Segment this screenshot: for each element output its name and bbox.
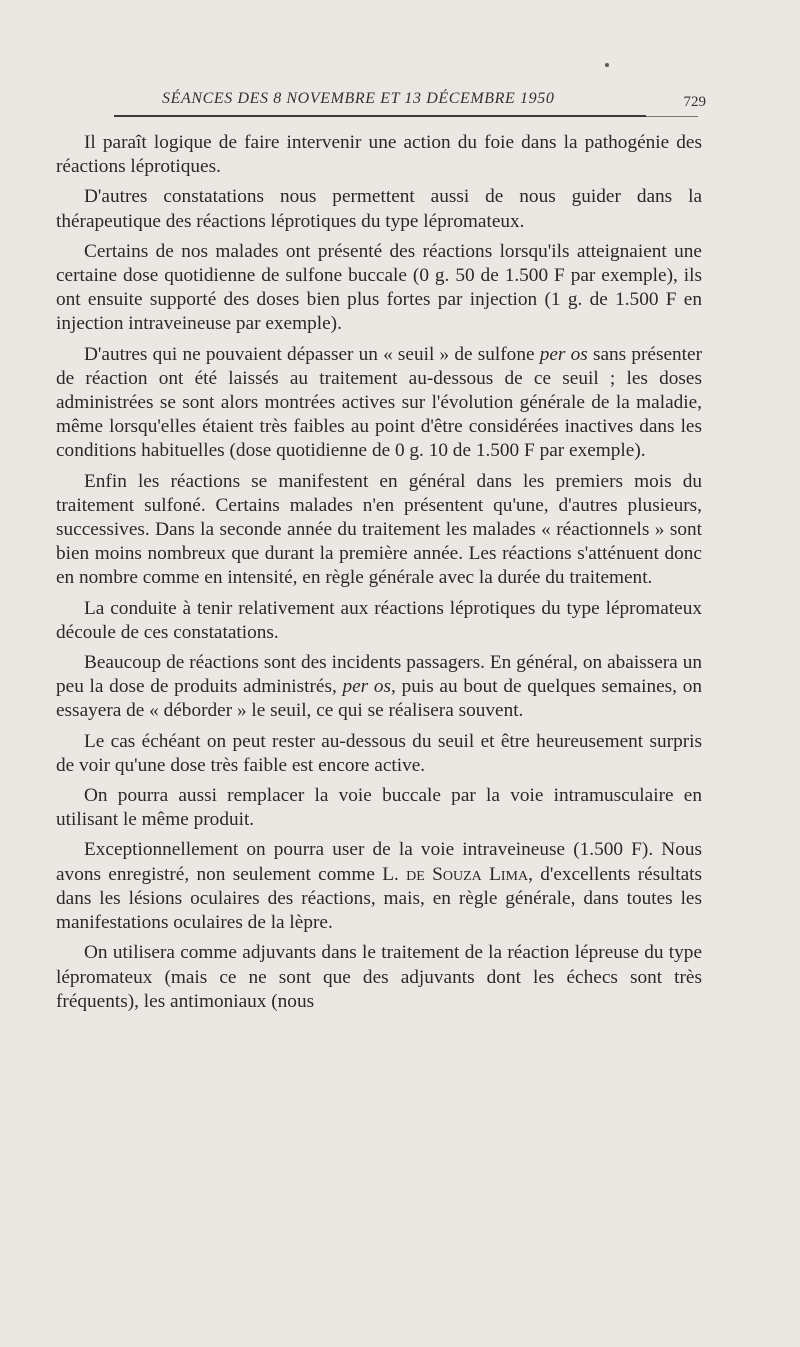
paragraph-10 bbox=[56, 838, 702, 935]
paragraph-7 bbox=[56, 651, 702, 724]
paragraph-11: On utilisera comme adjuvants dans le traitement de la réaction lépreuse du type lépromateux (mais ce ne sont que des adjuvants dont les échecs sont très fréquents), les antimoniaux (nous bbox=[56, 942, 702, 1012]
paragraph-7-text-a: Beaucoup de réactions sont des incidents passagers. En général, on abaissera un peu la dose de produits administrés, bbox=[56, 652, 702, 698]
page-number: 729 bbox=[683, 94, 706, 110]
paragraph-8: Le cas échéant on peut rester au-dessous du seuil et être heureusement surpris de voir qu'une dose très faible est encore active. bbox=[56, 730, 702, 776]
paragraph-4 bbox=[56, 343, 702, 464]
print-speck bbox=[605, 63, 609, 67]
paragraph-7-text-b: , puis au bout de quelques semaines, on essayera de « déborder » le seuil, ce qui se réalisera souvent. bbox=[56, 676, 702, 722]
paragraph-7-italic-per-os: per os bbox=[342, 676, 392, 698]
paragraph-6: La conduite à tenir relativement aux réactions léprotiques du type lépromateux découle de ces constatations. bbox=[56, 597, 702, 643]
running-title: SÉANCES DES 8 NOVEMBRE ET 13 DÉCEMBRE 1950 bbox=[162, 90, 555, 107]
paragraph-10-text-a: Exceptionnellement on pourra user de la voie intraveineuse (1.500 F). Nous avons enregistré, non seulement comme bbox=[56, 839, 702, 885]
paragraph-2: D'autres constatations nous permettent aussi de nous guider dans la thérapeutique des réactions léprotiques du type lépromateux. bbox=[56, 186, 702, 232]
page-header bbox=[100, 86, 710, 116]
paragraph-10-text-b: , d'excellents résultats dans les lésions oculaires des réactions, mais, en règle générale, dans toutes les manifestations oculaires de la lèpre. bbox=[56, 863, 703, 934]
paragraph-5: Enfin les réactions se manifestent en général dans les premiers mois du traitement sulfoné. Certains malades n'en présentent qu'une, d'autres plusieurs, successives. Dans la seconde année du traitement les malades « réactionnels » sont bien moins nombreux que durant la première année. Les réactions s'atténuent donc en nombre comme en intensité, en règle générale avec la durée du traitement. bbox=[56, 470, 702, 589]
paragraph-4-text-b: sans présenter de réaction ont été laissés au traitement au-dessous de ce seuil ; les doses administrées se sont alors montrées actives sur l'évolution générale de la maladie, même lorsqu'elles étaient très faibles au point d'être considérées inactives dans les conditions habituelles (dose quotidienne de 0 g. 10 de 1.500 F par exemple). bbox=[56, 343, 702, 462]
paragraph-9: On pourra aussi remplacer la voie buccale par la voie intramusculaire en utilisant le même produit. bbox=[56, 785, 702, 831]
paragraph-10-author-name: L. de Souza Lima bbox=[382, 863, 529, 885]
paragraph-4-italic-per-os: per os bbox=[539, 343, 588, 365]
header-rule-tail bbox=[646, 116, 698, 117]
header-rule bbox=[114, 115, 646, 117]
paragraph-3: Certains de nos malades ont présenté des réactions lorsqu'ils atteignaient une certaine dose quotidienne de sulfone buccale (0 g. 50 de 1.500 F par exemple), ils ont ensuite supporté des doses bien plus fortes par injection (1 g. de 1.500 F en injection intraveineuse par exemple). bbox=[56, 240, 702, 335]
paragraph-1: Il paraît logique de faire intervenir une action du foie dans la pathogénie des réactions léprotiques. bbox=[56, 132, 702, 178]
paragraph-4-text-a: D'autres qui ne pouvaient dépasser un « seuil » de sulfone bbox=[84, 343, 540, 365]
body-text bbox=[56, 131, 702, 1020]
